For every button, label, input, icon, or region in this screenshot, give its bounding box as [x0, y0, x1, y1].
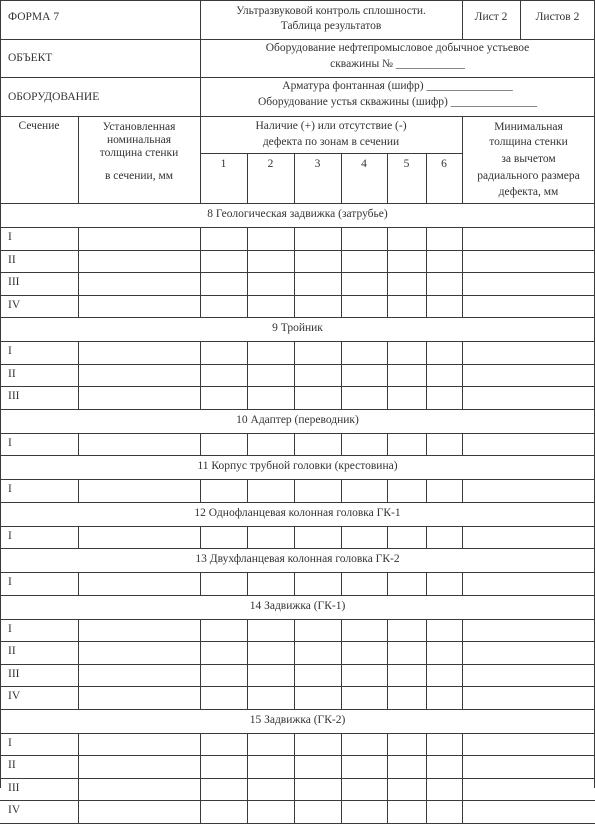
- grid-hline: [0, 116, 595, 117]
- grid-vline: [78, 227, 79, 317]
- grid-vline: [247, 733, 248, 823]
- object-line2: скважины № ____________: [330, 58, 465, 70]
- grid-vline: [341, 733, 342, 823]
- row-section-label: II: [8, 368, 16, 380]
- grid-hline: [0, 548, 595, 549]
- grid-vline: [426, 341, 427, 409]
- grid-vline: [200, 116, 201, 203]
- grid-vline: [200, 341, 201, 409]
- grid-vline: [387, 479, 388, 502]
- grid-vline: [341, 619, 342, 709]
- grid-vline: [426, 526, 427, 549]
- row-section-label: III: [8, 668, 20, 680]
- row-section-label: II: [8, 254, 16, 266]
- grid-hline: [0, 664, 595, 665]
- row-section-label: I: [8, 530, 12, 542]
- grid-hline: [0, 641, 595, 642]
- grid-hline: [0, 455, 595, 456]
- sheet-number: Лист 2: [474, 11, 508, 23]
- grid-hline: [0, 433, 595, 434]
- grid-hline: [0, 317, 595, 318]
- grid-vline: [200, 572, 201, 595]
- grid-vline: [341, 572, 342, 595]
- grid-vline: [200, 479, 201, 502]
- row-section-label: IV: [8, 804, 21, 816]
- grid-vline: [462, 341, 463, 409]
- group-title: 9 Тройник: [272, 322, 323, 334]
- grid-hline: [0, 619, 595, 620]
- grid-hline: [0, 686, 595, 687]
- grid-vline: [387, 341, 388, 409]
- row-section-label: I: [8, 437, 12, 449]
- grid-vline: [247, 572, 248, 595]
- col-header-section: Сечение: [18, 120, 60, 132]
- col-header-nominal-l2: номинальная: [106, 134, 171, 146]
- grid-vline: [200, 619, 201, 709]
- row-section-label: IV: [8, 690, 21, 702]
- zone-header-6: 6: [441, 158, 447, 170]
- grid-vline: [426, 479, 427, 502]
- equipment-line2: Оборудование устья скважины (шифр) _______________: [257, 96, 537, 108]
- grid-vline: [294, 433, 295, 456]
- grid-vline: [387, 526, 388, 549]
- object-label: ОБЪЕКТ: [8, 52, 53, 64]
- equipment-line1: Арматура фонтанная (шифр) _______________: [282, 80, 513, 92]
- grid-vline: [294, 733, 295, 823]
- grid-vline: [387, 733, 388, 823]
- group-title: 15 Задвижка (ГК-2): [249, 714, 346, 726]
- grid-vline: [462, 0, 463, 39]
- group-title: 13 Двухфланцевая колонная головка ГК-2: [195, 553, 400, 565]
- grid-vline: [78, 733, 79, 823]
- grid-vline: [78, 341, 79, 409]
- grid-vline: [247, 526, 248, 549]
- grid-hline: [200, 153, 462, 154]
- grid-vline: [247, 433, 248, 456]
- col-header-defect-l2: дефекта по зонам в сечении: [262, 136, 400, 148]
- grid-vline: [78, 572, 79, 595]
- zone-header-5: 5: [403, 158, 410, 170]
- row-section-label: II: [8, 759, 16, 771]
- grid-hline: [0, 572, 595, 573]
- row-section-label: IV: [8, 299, 21, 311]
- grid-vline: [426, 619, 427, 709]
- zone-header-2: 2: [267, 158, 274, 170]
- grid-vline: [200, 733, 201, 823]
- grid-vline: [200, 0, 201, 116]
- grid-hline: [0, 479, 595, 480]
- grid-vline: [520, 0, 521, 39]
- grid-vline: [387, 572, 388, 595]
- grid-vline: [200, 433, 201, 456]
- row-section-label: I: [8, 483, 12, 495]
- zone-header-3: 3: [314, 158, 321, 170]
- grid-hline: [0, 755, 595, 756]
- grid-vline: [426, 733, 427, 823]
- grid-vline: [294, 341, 295, 409]
- grid-vline: [341, 433, 342, 456]
- grid-vline: [341, 153, 342, 203]
- grid-vline: [294, 227, 295, 317]
- group-title: 10 Адаптер (переводник): [236, 414, 359, 426]
- grid-vline: [341, 341, 342, 409]
- equipment-label: ОБОРУДОВАНИЕ: [8, 91, 100, 103]
- form-title-line2: Таблица результатов: [280, 20, 382, 32]
- col-header-min-l3: за вычетом: [501, 153, 556, 165]
- row-section-label: III: [8, 276, 20, 288]
- grid-vline: [387, 433, 388, 456]
- grid-vline: [294, 572, 295, 595]
- grid-vline: [294, 479, 295, 502]
- row-section-label: I: [8, 737, 12, 749]
- grid-vline: [462, 619, 463, 709]
- grid-vline: [78, 479, 79, 502]
- row-section-label: I: [8, 576, 12, 588]
- grid-hline: [0, 386, 595, 387]
- grid-vline: [0, 0, 1, 788]
- row-section-label: I: [8, 345, 12, 357]
- col-header-nominal-l4: в сечении, мм: [104, 170, 174, 182]
- grid-hline: [0, 250, 595, 251]
- grid-vline: [426, 227, 427, 317]
- row-section-label: II: [8, 645, 16, 657]
- grid-vline: [462, 733, 463, 823]
- grid-hline: [0, 709, 595, 710]
- form-label: ФОРМА 7: [8, 11, 60, 23]
- col-header-min-l5: дефекта, мм: [498, 186, 559, 198]
- grid-hline: [0, 364, 595, 365]
- grid-vline: [247, 227, 248, 317]
- zone-header-4: 4: [361, 158, 367, 170]
- sheets-total: Листов 2: [535, 11, 580, 23]
- grid-vline: [462, 433, 463, 456]
- grid-vline: [200, 526, 201, 549]
- grid-hline: [0, 295, 595, 296]
- grid-vline: [78, 116, 79, 203]
- grid-hline: [0, 409, 595, 410]
- grid-hline: [0, 0, 595, 1]
- grid-vline: [387, 619, 388, 709]
- object-line1: Оборудование нефтепромысловое добычное устьевое: [265, 42, 530, 54]
- grid-hline: [0, 502, 595, 503]
- group-title: 14 Задвижка (ГК-1): [249, 600, 346, 612]
- row-section-label: I: [8, 623, 12, 635]
- grid-hline: [0, 595, 595, 596]
- group-title: 12 Однофланцевая колонная головка ГК-1: [194, 507, 401, 519]
- grid-vline: [387, 227, 388, 317]
- group-title: 8 Геологическая задвижка (затрубье): [207, 208, 388, 220]
- grid-vline: [247, 619, 248, 709]
- grid-hline: [0, 733, 595, 734]
- grid-hline: [0, 203, 595, 204]
- grid-vline: [462, 526, 463, 549]
- grid-vline: [78, 433, 79, 456]
- grid-vline: [294, 153, 295, 203]
- col-header-nominal-l3: толщина стенки: [99, 147, 179, 159]
- col-header-min-l4: радиального размера: [477, 170, 580, 182]
- form-title-line1: Ультразвуковой контроль сплошности.: [236, 5, 426, 17]
- grid-vline: [462, 572, 463, 595]
- grid-vline: [294, 526, 295, 549]
- grid-vline: [387, 153, 388, 203]
- grid-hline: [0, 77, 595, 78]
- grid-vline: [78, 526, 79, 549]
- group-title: 11 Корпус трубной головки (крестовина): [197, 460, 398, 472]
- grid-hline: [0, 800, 595, 801]
- row-section-label: III: [8, 390, 20, 402]
- grid-vline: [341, 479, 342, 502]
- grid-vline: [247, 153, 248, 203]
- grid-vline: [247, 341, 248, 409]
- grid-vline: [462, 227, 463, 317]
- grid-vline: [247, 479, 248, 502]
- col-header-nominal-l1: Установленная: [102, 121, 176, 133]
- grid-vline: [200, 227, 201, 317]
- col-header-min-l1: Минимальная: [494, 121, 563, 133]
- grid-vline: [78, 619, 79, 709]
- grid-vline: [426, 153, 427, 203]
- row-section-label: I: [8, 231, 12, 243]
- col-header-defect-l1: Наличие (+) или отсутствие (-): [255, 120, 407, 132]
- grid-vline: [294, 619, 295, 709]
- col-header-min-l2: толщина стенки: [489, 136, 568, 148]
- grid-hline: [0, 272, 595, 273]
- grid-hline: [0, 227, 595, 228]
- grid-vline: [341, 526, 342, 549]
- grid-hline: [0, 526, 595, 527]
- zone-header-1: 1: [220, 158, 227, 170]
- grid-hline: [0, 778, 595, 779]
- grid-hline: [0, 341, 595, 342]
- grid-vline: [462, 479, 463, 502]
- grid-vline: [462, 116, 463, 203]
- grid-vline: [426, 572, 427, 595]
- row-section-label: III: [8, 782, 20, 794]
- grid-vline: [426, 433, 427, 456]
- grid-vline: [341, 227, 342, 317]
- grid-hline: [0, 39, 595, 40]
